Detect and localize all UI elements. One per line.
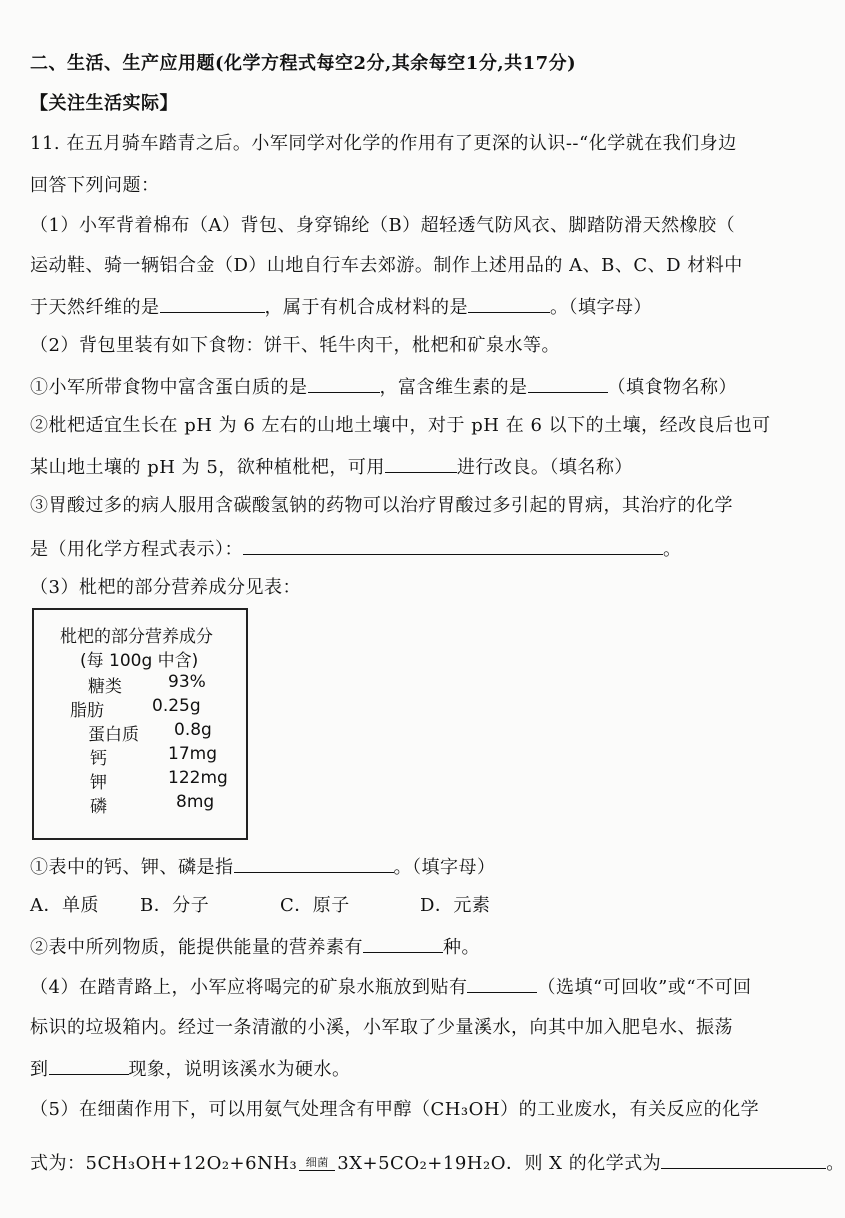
- nutrition-table: [32, 608, 248, 840]
- q11-part5-equation: [30, 1150, 845, 1176]
- q11-part3-1: [30, 854, 496, 880]
- q11-part2-2-line1: ②枇杷适宜生长在 pH 为 6 左右的山地土壤中，对于 pH 在 6 以下的土壤，经改良后也可: [30, 415, 771, 436]
- nutrient-name: 磷: [90, 797, 107, 817]
- q11-intro-line1: 11. 在五月骑车踏青之后。小军同学对化学的作用有了更深的认识--“化学就在我们身边: [30, 133, 737, 154]
- question-text: 是（用化学方程式表示）：: [30, 539, 243, 560]
- nutrient-value: 8mg: [176, 792, 215, 812]
- question-text: ①小军所带食物中富含蛋白质的是: [30, 377, 308, 398]
- nutrient-name: 钾: [90, 773, 107, 793]
- answer-blank-element-type[interactable]: [234, 854, 394, 873]
- option-c[interactable]: C．原子: [280, 895, 350, 916]
- answer-blank-phenomenon[interactable]: [49, 1056, 129, 1075]
- q11-part4-line1: [30, 974, 752, 1000]
- equation-prefix: 式为：5CH₃OH+12O₂+6NH₃: [30, 1153, 298, 1174]
- answer-blank-x-formula[interactable]: [661, 1150, 826, 1169]
- question-text: ，富含维生素的是: [379, 377, 528, 398]
- question-text: 。（填字母）: [393, 857, 496, 878]
- q11-part4-line3: [30, 1056, 351, 1082]
- nutrient-value: 0.8g: [174, 720, 212, 740]
- reaction-condition: 细菌: [305, 1156, 329, 1169]
- q11-options: [30, 894, 490, 918]
- answer-blank-protein-food[interactable]: [308, 374, 380, 393]
- nutrient-value: 93%: [168, 672, 206, 692]
- nutrient-name: 钙: [90, 749, 107, 769]
- question-text: 到: [30, 1059, 49, 1080]
- answer-blank-energy-nutrients[interactable]: [363, 934, 443, 953]
- option-b[interactable]: B．分子: [140, 895, 210, 916]
- answer-blank-soil-improver[interactable]: [385, 454, 457, 473]
- answer-blank-natural-fiber[interactable]: [160, 294, 265, 313]
- question-text: 于天然纤维的是: [30, 297, 160, 318]
- nutrient-value: 17mg: [168, 744, 217, 764]
- question-text: 某山地土壤的 pH 为 5，欲种植枇杷，可用: [30, 457, 385, 478]
- nutrient-name: 脂肪: [70, 701, 104, 721]
- question-text: ②表中所列物质，能提供能量的营养素有: [30, 937, 363, 958]
- q11-part3-2: [30, 934, 480, 960]
- q11-part2-3-line2: [30, 536, 682, 562]
- question-text: 进行改良。（填名称）: [456, 457, 633, 478]
- question-text: （填食物名称）: [607, 377, 737, 398]
- nutrient-value: 122mg: [168, 768, 228, 788]
- question-text: （选填“可回收”或“不可回: [537, 977, 752, 998]
- answer-blank-synthetic-material[interactable]: [468, 294, 550, 313]
- q11-part5-line1: （5）在细菌作用下，可以用氨气处理含有甲醇（CH₃OH）的工业废水，有关反应的化学: [30, 1099, 760, 1120]
- question-text: ，属于有机合成材料的是: [264, 297, 468, 318]
- question-text: 种。: [443, 937, 480, 958]
- nutrient-value: 0.25g: [152, 696, 201, 716]
- question-text: 。: [826, 1153, 845, 1174]
- question-text: ①表中的钙、钾、磷是指: [30, 857, 234, 878]
- question-text: （4）在踏青路上，小军应将喝完的矿泉水瓶放到贴有: [30, 977, 468, 998]
- nutrition-table-title: 枇杷的部分营养成分: [60, 627, 213, 647]
- q11-part1-line3: [30, 294, 652, 320]
- q11-part2-2-line2: [30, 454, 633, 480]
- q11-part4-line2: 标识的垃圾箱内。经过一条清澈的小溪，小军取了少量溪水，向其中加入肥皂水、振荡: [30, 1017, 733, 1038]
- question-text: 。: [663, 539, 682, 560]
- q11-part3-line1: （3）枇杷的部分营养成分见表：: [30, 577, 301, 598]
- subheading: 【关注生活实际】: [30, 93, 178, 114]
- option-d[interactable]: D．元素: [420, 895, 491, 916]
- q11-part2-1: [30, 374, 737, 400]
- nutrient-name: 蛋白质: [88, 725, 139, 745]
- nutrient-name: 糖类: [88, 677, 122, 697]
- q11-intro-line2: 回答下列问题：: [30, 175, 160, 196]
- section-title: 二、生活、生产应用题(化学方程式每空2分,其余每空1分,共17分): [30, 53, 577, 74]
- answer-blank-recycle-bin[interactable]: [467, 974, 537, 993]
- nutrition-table-subtitle: (每 100g 中含): [80, 651, 199, 671]
- q11-part2-3-line1: ③胃酸过多的病人服用含碳酸氢钠的药物可以治疗胃酸过多引起的胃病，其治疗的化学: [30, 495, 733, 516]
- reaction-condition-arrow: [299, 1157, 335, 1171]
- equation-suffix: 3X+5CO₂+19H₂O．则 X 的化学式为: [337, 1153, 662, 1174]
- answer-blank-chemical-equation[interactable]: [243, 536, 663, 555]
- question-text: 现象，说明该溪水为硬水。: [128, 1059, 351, 1080]
- equals-bar: [299, 1170, 335, 1171]
- question-text: 。（填字母）: [550, 297, 652, 318]
- q11-part1-line2: 运动鞋、骑一辆铝合金（D）山地自行车去郊游。制作上述用品的 A、B、C、D 材料中: [30, 255, 743, 276]
- answer-blank-vitamin-food[interactable]: [528, 374, 608, 393]
- option-a[interactable]: A．单质: [30, 895, 99, 916]
- q11-part1-line1: （1）小军背着棉布（A）背包、身穿锦纶（B）超轻透气防风衣、脚踏防滑天然橡胶（: [30, 215, 736, 236]
- q11-part2-line1: （2）背包里装有如下食物：饼干、牦牛肉干，枇杷和矿泉水等。: [30, 335, 560, 356]
